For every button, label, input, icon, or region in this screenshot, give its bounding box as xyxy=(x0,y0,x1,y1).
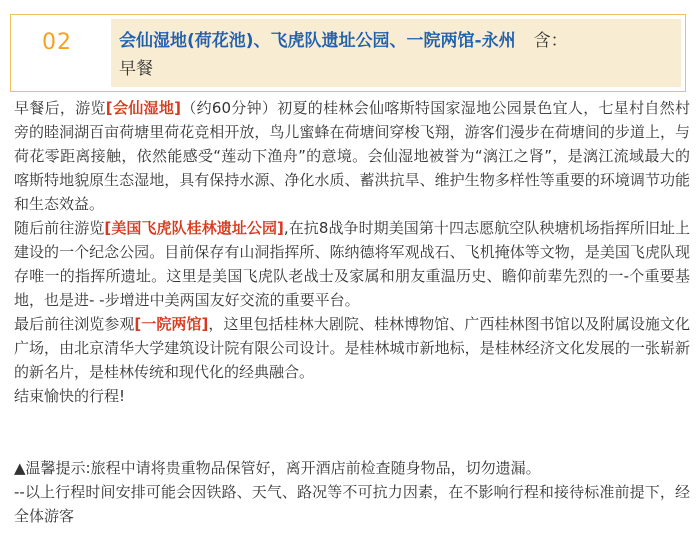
itinerary-content xyxy=(14,96,690,528)
day-route: 会仙湿地(荷花池)、飞虎队遗址公园、一院两馆-永州 xyxy=(119,31,516,51)
paragraph-text: 最后前往浏览参观 xyxy=(14,315,135,333)
spacer xyxy=(14,408,690,456)
itinerary-closing: 结束愉快的行程! xyxy=(14,387,126,405)
meals-value: 早餐 xyxy=(119,59,153,79)
paragraph-text: ,在抗8战争时期美国第十四志愿航空队秧塘机场指挥所旧址上建设的一个纪念公园。目前保存有山洞指挥所、陈纳德将军观战石、飞机掩体等文物，是美国飞虎队现存唯一的指挥所遗址。这里是美国飞虎队老战士及家属和朋友重温历史、瞻仰前辈先烈的一-个重要基地，也是进- -步增进中美两国友好交流的重要平台。 xyxy=(14,219,690,309)
day-title-bar xyxy=(111,19,681,87)
day-number: 02 xyxy=(42,29,72,55)
day-title xyxy=(119,27,673,83)
day-header xyxy=(10,14,686,92)
meals-label: 含： xyxy=(533,31,568,51)
attraction-flying-tigers-park: [美国飞虎队桂林遗址公园] xyxy=(104,219,284,237)
paragraph-text: 随后前往游览 xyxy=(14,219,105,237)
tip-valuables: ▲温馨提示:旅程中请将贵重物品保管好，离开酒店前检查随身物品，切勿遗漏。 xyxy=(14,459,541,477)
itinerary-paragraph-cultural-center xyxy=(14,312,690,384)
paragraph-text: 早餐后，游览 xyxy=(14,99,106,117)
travel-tips xyxy=(14,456,690,528)
attraction-wetland: [会仙湿地] xyxy=(105,99,182,117)
tip-schedule-disclaimer: --以上行程时间安排可能会因铁路、天气、路况等不可抗力因素，在不影响行程和接待标准前提下，经全体游客 xyxy=(14,483,690,525)
paragraph-text: （约60分钟）初夏的桂林会仙喀斯特国家湿地公园景色宜人，七星村自然村旁的睦洞湖百亩荷塘里荷花竞相开放，鸟儿蜜蜂在荷塘间穿梭飞翔，游客们漫步在荷塘间的步道上，与荷花零距离接触，依然能感受“莲动下渔舟”的意境。会仙湿地被誉为“漓江之肾”，是漓江流域最大的喀斯特地貌原生态湿地，具有保持水源、净化水质、蓄洪抗旱、维护生物多样性等重要的环境调节功能和生态效益。 xyxy=(14,99,690,213)
paragraph-text: ，这里包括桂林大剧院、桂林博物馆、广西桂林图书馆以及附属设施文化广场，由北京清华大学建筑设计院有限公司设计。是桂林城市新地标，是桂林经济文化发展的一张崭新的新名片，是桂林传统和现代化的经典融合。 xyxy=(14,315,690,381)
attraction-cultural-center: [一院两馆] xyxy=(134,315,209,333)
itinerary-paragraph-wetland xyxy=(14,96,690,216)
itinerary-paragraph-flying-tigers xyxy=(14,216,690,312)
